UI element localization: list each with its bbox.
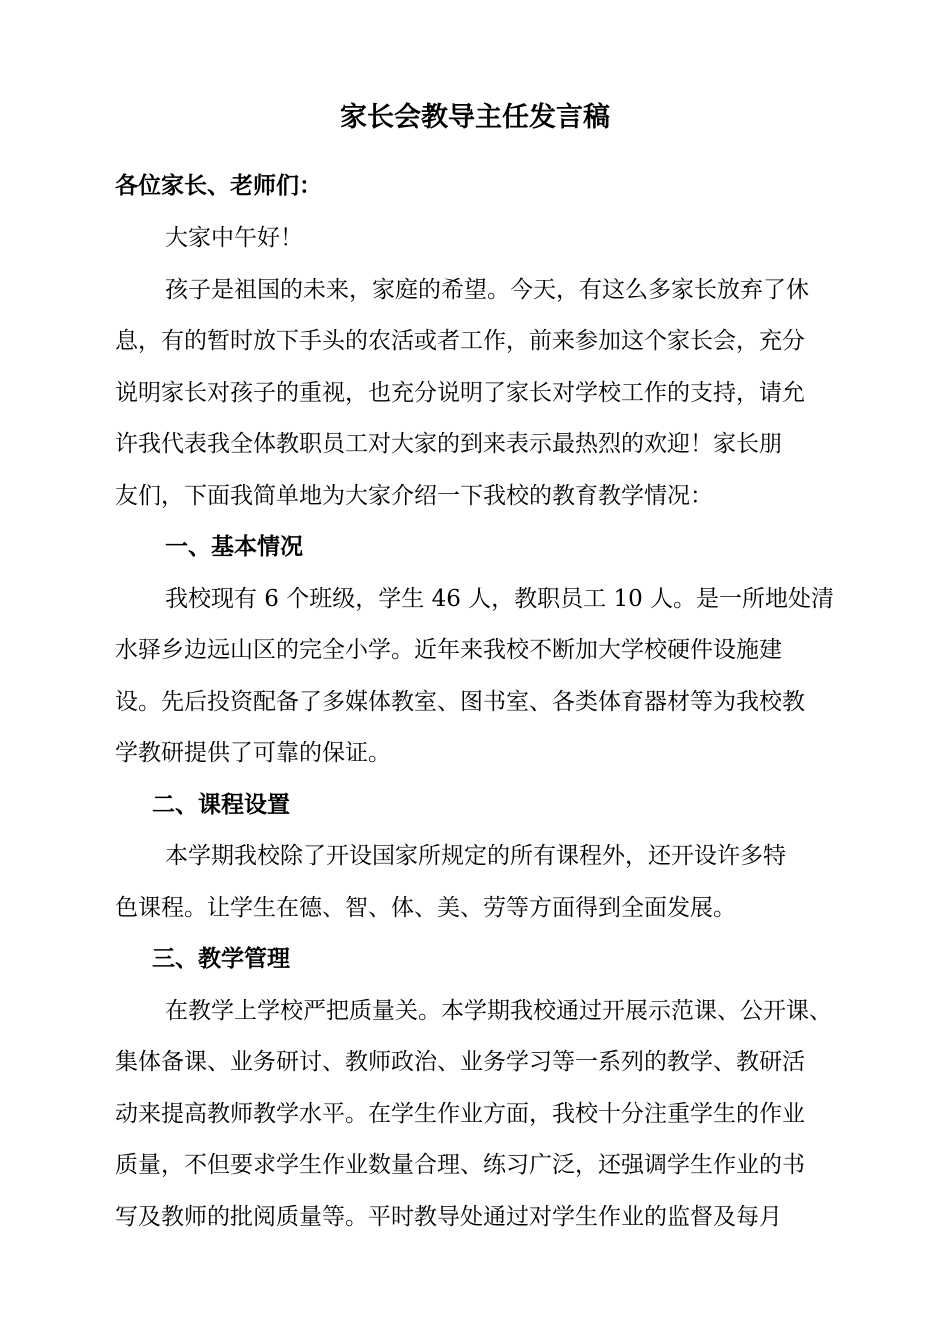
paragraph-line: 写及教师的批阅质量等。平时教导处通过对学生作业的监督及每月: [115, 1204, 782, 1230]
paragraph-line: 在教学上学校严把质量关。本学期我校通过开展示范课、公开课、: [165, 998, 832, 1024]
paragraph-line: 我校现有 6 个班级，学生 46 人，教职员工 10 人。是一所地处清: [165, 586, 835, 612]
paragraph-line: 说明家长对孩子的重视，也充分说明了家长对学校工作的支持，请允: [115, 380, 805, 406]
paragraph-line: 色课程。让学生在德、智、体、美、劳等方面得到全面发展。: [115, 895, 736, 921]
salutation: 各位家长、老师们：: [115, 173, 322, 199]
paragraph-line: 本学期我校除了开设国家所规定的所有课程外，还开设许多特: [165, 843, 786, 869]
paragraph-line: 质量，不但要求学生作业数量合理、练习广泛，还强调学生作业的书: [115, 1152, 805, 1178]
paragraph-line: 孩子是祖国的未来，家庭的希望。今天，有这么多家长放弃了休: [165, 277, 809, 303]
greeting: 大家中午好！: [165, 225, 303, 251]
section-heading-curriculum: 二、课程设置: [152, 792, 290, 818]
paragraph-line: 学教研提供了可靠的保证。: [115, 740, 391, 766]
paragraph-line: 息，有的暂时放下手头的农活或者工作，前来参加这个家长会，充分: [115, 328, 805, 354]
paragraph-line: 设。先后投资配备了多媒体教室、图书室、各类体育器材等为我校教: [115, 689, 805, 715]
paragraph-line: 友们，下面我简单地为大家介绍一下我校的教育教学情况：: [115, 483, 713, 509]
paragraph-line: 动来提高教师教学水平。在学生作业方面，我校十分注重学生的作业: [115, 1101, 805, 1127]
section-heading-teaching: 三、教学管理: [152, 946, 290, 972]
paragraph-line: 集体备课、业务研讨、教师政治、业务学习等一系列的教学、教研活: [115, 1049, 805, 1075]
document-title: 家长会教导主任发言稿: [340, 102, 610, 133]
paragraph-line: 水驿乡边远山区的完全小学。近年来我校不断加大学校硬件设施建: [115, 637, 782, 663]
paragraph-line: 许我代表我全体教职员工对大家的到来表示最热烈的欢迎！家长朋: [115, 431, 782, 457]
section-heading-basic: 一、基本情况: [165, 534, 303, 560]
